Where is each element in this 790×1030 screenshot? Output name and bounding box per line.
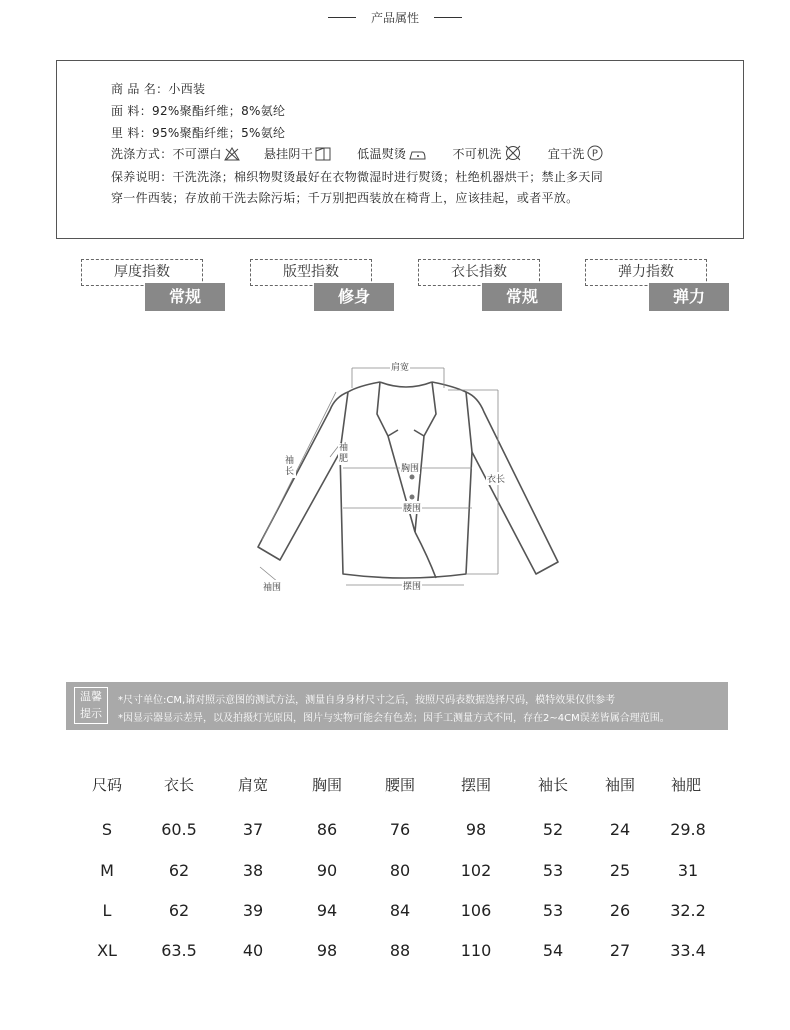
hang-dry-icon xyxy=(315,147,331,164)
notice-banner xyxy=(66,682,728,730)
diagram-waist-label: 腰围 xyxy=(402,501,422,514)
row-xl-shoulder: 40 xyxy=(242,941,264,960)
index-stretch-label: 弹力指数 xyxy=(585,259,707,286)
index-fit-label: 版型指数 xyxy=(250,259,372,286)
notice-badge xyxy=(74,687,108,724)
row-m-chest: 90 xyxy=(316,861,338,880)
no-bleach-icon xyxy=(224,147,240,164)
wash-dry-clean-label: 宜干洗 xyxy=(547,147,585,161)
row-m-cuff: 25 xyxy=(609,861,631,880)
row-m-length: 62 xyxy=(168,861,190,880)
diagram-bicep-label: 袖肥 xyxy=(339,443,349,464)
attr-name: 商 品 名：小西装 xyxy=(111,82,206,96)
row-xl-length: 63.5 xyxy=(161,941,197,960)
row-m-size: M xyxy=(100,861,114,880)
index-thickness-label: 厚度指数 xyxy=(81,259,203,286)
header-cell-shoulder: 肩宽 xyxy=(237,776,268,794)
row-m-bicep: 31 xyxy=(677,861,699,880)
row-l-length: 62 xyxy=(168,901,190,920)
row-xl-hem: 110 xyxy=(460,941,492,960)
svg-text:P: P xyxy=(591,148,598,160)
row-xl-size: XL xyxy=(97,941,117,960)
notice-line-2: *因显示器显示差异，以及拍摄灯光原因，图片与实物可能会有色差；因手工测量方式不同，存在2~4CM误差皆属合理范围。 xyxy=(118,713,670,724)
attr-fabric: 面 料：92%聚酯纤维；8%氨纶 xyxy=(111,104,286,118)
header-rule-left xyxy=(328,17,356,18)
header-cell-length: 衣长 xyxy=(163,776,194,794)
index-length-value: 常规 xyxy=(482,283,562,311)
row-s-bicep: 29.8 xyxy=(670,820,706,839)
notice-badge-bottom: 提示 xyxy=(80,707,102,720)
header-cell-size: 尺码 xyxy=(91,776,122,794)
section-title: 产品属性 xyxy=(370,11,419,25)
row-xl-sleeve: 54 xyxy=(542,941,564,960)
wash-machine-label: 不可机洗 xyxy=(452,147,502,161)
row-l-shoulder: 39 xyxy=(242,901,264,920)
row-s-sleeve: 52 xyxy=(542,820,564,839)
attr-lining: 里 料：95%聚酯纤维；5%氨纶 xyxy=(111,126,286,140)
row-s-hem: 98 xyxy=(465,820,487,839)
diagram-length-label: 衣长 xyxy=(486,472,506,485)
row-l-hem: 106 xyxy=(460,901,492,920)
header-cell-cuff: 袖围 xyxy=(604,776,635,794)
no-machine-wash-icon xyxy=(504,145,522,164)
row-m-waist: 80 xyxy=(389,861,411,880)
row-m-shoulder: 38 xyxy=(242,861,264,880)
row-m-hem: 102 xyxy=(460,861,492,880)
row-xl-cuff: 27 xyxy=(609,941,631,960)
header-cell-chest: 胸围 xyxy=(311,776,342,794)
diagram-cuff-label: 袖围 xyxy=(262,580,282,593)
notice-badge-top: 温馨 xyxy=(80,690,102,703)
wash-hang-label: 悬挂阴干 xyxy=(263,147,314,161)
wash-iron-label: 低温熨烫 xyxy=(357,147,407,161)
attr-wash xyxy=(111,145,603,164)
header-cell-hem: 摆围 xyxy=(460,776,491,794)
row-l-bicep: 32.2 xyxy=(670,901,706,920)
row-xl-waist: 88 xyxy=(389,941,411,960)
diagram-chest-label: 胸围 xyxy=(400,461,420,474)
row-xl-bicep: 33.4 xyxy=(670,941,706,960)
diagram-sleeve-length-label: 袖长 xyxy=(285,456,295,477)
dry-clean-p-icon xyxy=(587,145,603,164)
header-cell-sleeve-length: 袖长 xyxy=(537,776,568,794)
index-fit-value: 修身 xyxy=(314,283,394,311)
wash-no-bleach-label: 洗涤方式：不可漂白 xyxy=(111,147,222,161)
row-l-sleeve: 53 xyxy=(542,901,564,920)
row-xl-chest: 98 xyxy=(316,941,338,960)
row-s-waist: 76 xyxy=(389,820,411,839)
care-line-2: 穿一件西装；存放前干洗去除污垢；千万别把西装放在椅背上，应该挂起，或者平放。 xyxy=(111,191,579,205)
row-m-sleeve: 53 xyxy=(542,861,564,880)
index-length-label: 衣长指数 xyxy=(418,259,540,286)
measurement-diagram xyxy=(240,352,570,602)
row-l-size: L xyxy=(102,901,112,920)
row-l-chest: 94 xyxy=(316,901,338,920)
header-rule-right xyxy=(434,17,462,18)
low-iron-icon xyxy=(408,147,426,164)
row-l-waist: 84 xyxy=(389,901,411,920)
header-cell-bicep: 袖肥 xyxy=(670,776,701,794)
notice-line-1: *尺寸单位:CM,请对照示意图的测试方法，测量自身身材尺寸之后，按照尺码表数据选择尺码，模特效果仅供参考 xyxy=(118,695,616,706)
row-s-cuff: 24 xyxy=(609,820,631,839)
header-cell-waist: 腰围 xyxy=(384,776,415,794)
row-s-length: 60.5 xyxy=(161,820,197,839)
row-l-cuff: 26 xyxy=(609,901,631,920)
row-s-shoulder: 37 xyxy=(242,820,264,839)
index-thickness-value: 常规 xyxy=(145,283,225,311)
row-s-size: S xyxy=(101,820,113,839)
index-stretch-value: 弹力 xyxy=(649,283,729,311)
diagram-shoulder-label: 肩宽 xyxy=(390,360,410,373)
diagram-hem-label: 摆围 xyxy=(402,579,422,592)
row-s-chest: 86 xyxy=(316,820,338,839)
care-line-1: 保养说明：干洗洗涤；棉织物熨烫最好在衣物微湿时进行熨烫；杜绝机器烘干；禁止多天同 xyxy=(111,170,604,184)
